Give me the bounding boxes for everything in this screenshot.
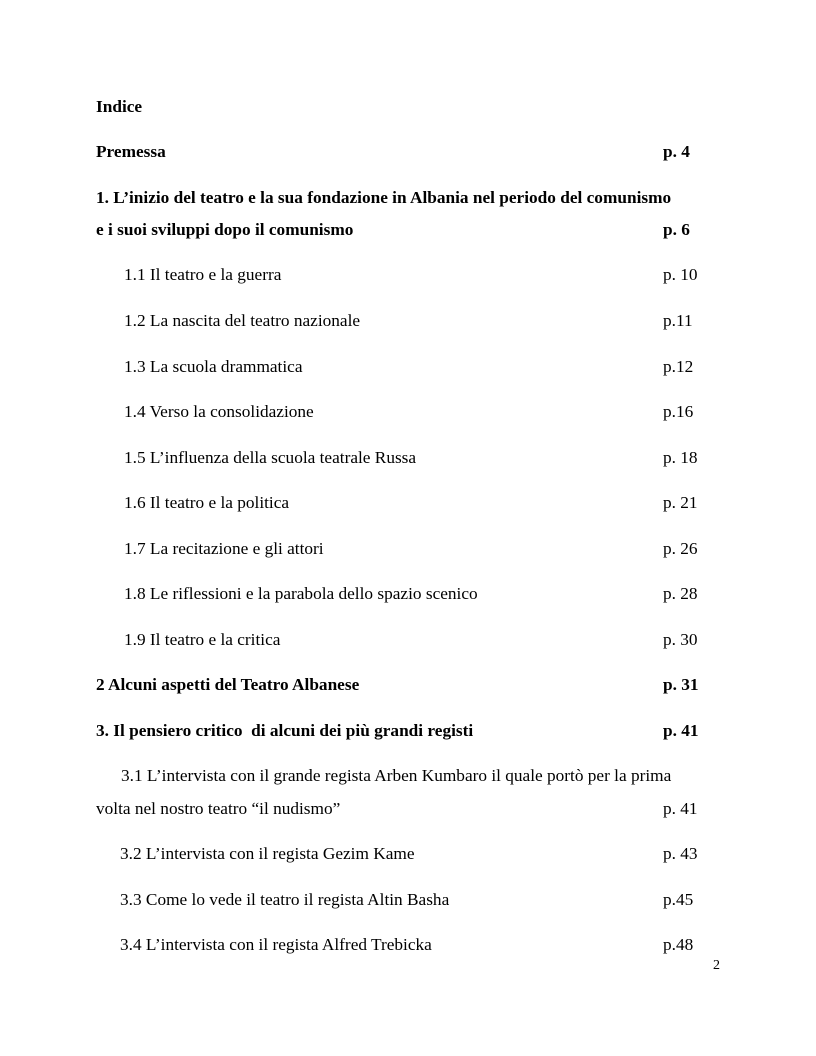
page-number: 2: [713, 958, 720, 973]
toc-entry-chapter-1-line2: e i suoi sviluppi dopo il comunismo: [96, 220, 354, 239]
toc-page-3-4: p.48: [663, 935, 694, 954]
toc-entry-3-2: 3.2 L’intervista con il regista Gezim Kame: [120, 844, 415, 863]
toc-page-1-6: p. 21: [663, 493, 698, 512]
toc-entry-3-4: 3.4 L’intervista con il regista Alfred Trebicka: [120, 935, 432, 954]
toc-entry-1-2: 1.2 La nascita del teatro nazionale: [124, 311, 361, 330]
toc-page-1-4: p.16: [663, 402, 694, 421]
toc-entry-3-1-line2: volta nel nostro teatro “il nudismo”: [96, 799, 341, 818]
toc-entry-1-3: 1.3 La scuola drammatica: [124, 357, 303, 376]
toc-entry-premessa: Premessa: [96, 142, 166, 161]
toc-entry-3-1-line1: 3.1 L’intervista con il grande regista Arben Kumbaro il quale portò per la prima: [121, 766, 672, 785]
toc-entry-1-1: 1.1 Il teatro e la guerra: [124, 265, 282, 284]
toc-entry-chapter-3: 3. Il pensiero critico di alcuni dei più grandi registi: [96, 721, 474, 740]
toc-page-chapter-1: p. 6: [663, 220, 690, 239]
toc-entry-1-6: 1.6 Il teatro e la politica: [124, 493, 290, 512]
toc-entry-chapter-2: 2 Alcuni aspetti del Teatro Albanese: [96, 675, 360, 694]
toc-entry-1-9: 1.9 Il teatro e la critica: [124, 630, 281, 649]
toc-entry-1-5: 1.5 L’influenza della scuola teatrale Russa: [124, 448, 417, 467]
toc-page-1-7: p. 26: [663, 539, 698, 558]
toc-page-premessa: p. 4: [663, 142, 690, 161]
toc-entry-chapter-1-line1: 1. L’inizio del teatro e la sua fondazione in Albania nel periodo del comunismo: [96, 188, 672, 207]
toc-page-chapter-3: p. 41: [663, 721, 699, 740]
toc-page-1-2: p.11: [663, 311, 693, 330]
toc-page-chapter-2: p. 31: [663, 675, 699, 694]
toc-page-1-1: p. 10: [663, 265, 698, 284]
index-heading: Indice: [96, 97, 143, 116]
toc-page-3-3: p.45: [663, 890, 694, 909]
toc-page-1-9: p. 30: [663, 630, 698, 649]
toc-page-3-2: p. 43: [663, 844, 698, 863]
toc-page-1-5: p. 18: [663, 448, 698, 467]
toc-entry-1-8: 1.8 Le riflessioni e la parabola dello spazio scenico: [124, 584, 478, 603]
toc-page-3-1: p. 41: [663, 799, 698, 818]
toc-page-1-8: p. 28: [663, 584, 698, 603]
toc-entry-3-3: 3.3 Come lo vede il teatro il regista Altin Basha: [120, 890, 450, 909]
toc-page-1-3: p.12: [663, 357, 694, 376]
toc-entry-1-7: 1.7 La recitazione e gli attori: [124, 539, 324, 558]
toc-entry-1-4: 1.4 Verso la consolidazione: [124, 402, 314, 421]
